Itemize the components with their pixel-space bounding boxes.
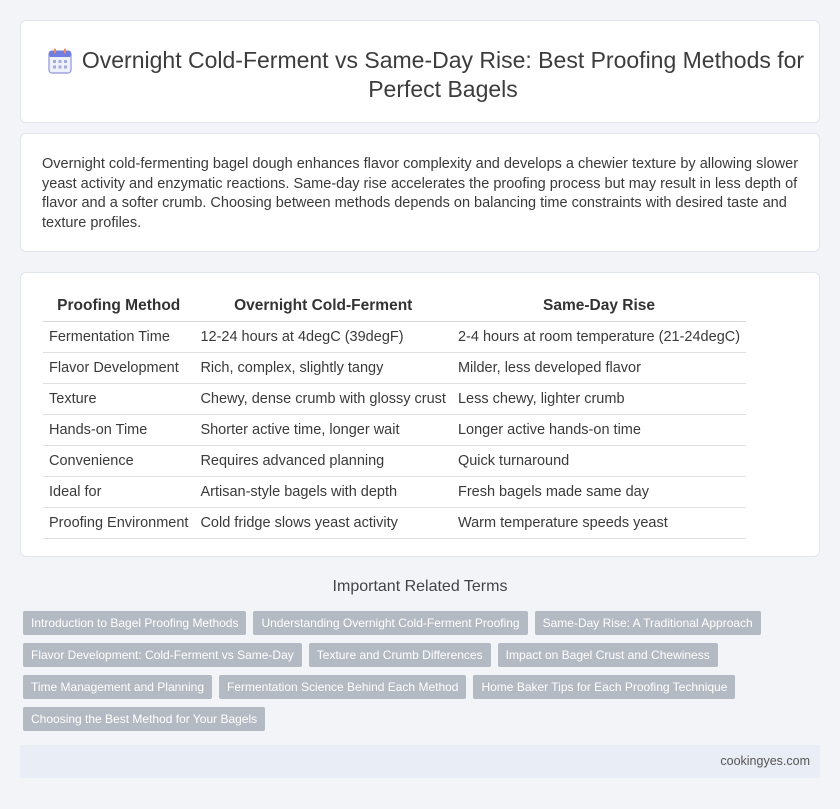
related-term-tag[interactable]: Flavor Development: Cold-Ferment vs Same-Day xyxy=(23,643,302,667)
related-term-tag[interactable]: Home Baker Tips for Each Proofing Technique xyxy=(473,675,735,699)
related-term-tag[interactable]: Impact on Bagel Crust and Chewiness xyxy=(498,643,718,667)
table-row xyxy=(43,352,746,383)
same-day-cell: Fresh bagels made same day xyxy=(452,476,746,507)
cold-ferment-cell: 12-24 hours at 4degC (39degF) xyxy=(194,321,452,352)
same-day-cell: 2-4 hours at room temperature (21-24degC) xyxy=(452,321,746,352)
same-day-cell: Milder, less developed flavor xyxy=(452,352,746,383)
row-label: Fermentation Time xyxy=(43,321,194,352)
row-label: Ideal for xyxy=(43,476,194,507)
site-name[interactable]: cookingyes.com xyxy=(720,754,810,768)
table-row xyxy=(43,507,746,538)
same-day-cell: Quick turnaround xyxy=(452,445,746,476)
related-term-tag[interactable]: Texture and Crumb Differences xyxy=(309,643,491,667)
same-day-cell: Warm temperature speeds yeast xyxy=(452,507,746,538)
page-title: Overnight Cold-Ferment vs Same-Day Rise: Best Proofing Methods for Perfect Bagels xyxy=(81,47,805,102)
cold-ferment-cell: Shorter active time, longer wait xyxy=(194,414,452,445)
header-same-day-rise: Same-Day Rise xyxy=(452,292,746,321)
related-term-tag[interactable]: Understanding Overnight Cold-Ferment Proofing xyxy=(253,611,527,635)
related-term-tag[interactable]: Fermentation Science Behind Each Method xyxy=(219,675,466,699)
related-term-tag[interactable]: Same-Day Rise: A Traditional Approach xyxy=(535,611,761,635)
row-label: Hands-on Time xyxy=(43,414,194,445)
intro-paragraph: Overnight cold-fermenting bagel dough enhances flavor complexity and develops a chewier texture by allowing slower yeast activity and enzymatic reactions. Same-day rise accelerates the proofing process but may result in less depth of flavor and a softer crumb. Choosing between methods depends on balancing time constraints with desired taste and texture profiles. xyxy=(42,156,799,231)
title-card xyxy=(20,20,820,123)
header-proofing-method: Proofing Method xyxy=(43,292,194,321)
comparison-table xyxy=(43,292,746,539)
same-day-cell: Less chewy, lighter crumb xyxy=(452,383,746,414)
row-label: Flavor Development xyxy=(43,352,194,383)
footer-bar xyxy=(20,745,820,778)
cold-ferment-cell: Artisan-style bagels with depth xyxy=(194,476,452,507)
table-header-row xyxy=(43,292,746,321)
row-label: Proofing Environment xyxy=(43,507,194,538)
row-label: Texture xyxy=(43,383,194,414)
row-label: Convenience xyxy=(43,445,194,476)
table-row xyxy=(43,445,746,476)
table-row xyxy=(43,383,746,414)
cold-ferment-cell: Rich, complex, slightly tangy xyxy=(194,352,452,383)
table-row xyxy=(43,476,746,507)
cold-ferment-cell: Requires advanced planning xyxy=(194,445,452,476)
related-term-tag[interactable]: Introduction to Bagel Proofing Methods xyxy=(23,611,246,635)
cold-ferment-cell: Cold fridge slows yeast activity xyxy=(194,507,452,538)
related-terms-heading: Important Related Terms xyxy=(332,578,508,595)
cold-ferment-cell: Chewy, dense crumb with glossy crust xyxy=(194,383,452,414)
header-overnight-cold-ferment: Overnight Cold-Ferment xyxy=(194,292,452,321)
related-terms-list xyxy=(23,611,783,731)
table-row xyxy=(43,414,746,445)
same-day-cell: Longer active hands-on time xyxy=(452,414,746,445)
related-term-tag[interactable]: Choosing the Best Method for Your Bagels xyxy=(23,707,265,731)
comparison-card xyxy=(20,272,820,557)
related-term-tag[interactable]: Time Management and Planning xyxy=(23,675,212,699)
table-row xyxy=(43,321,746,352)
intro-card xyxy=(20,133,820,252)
